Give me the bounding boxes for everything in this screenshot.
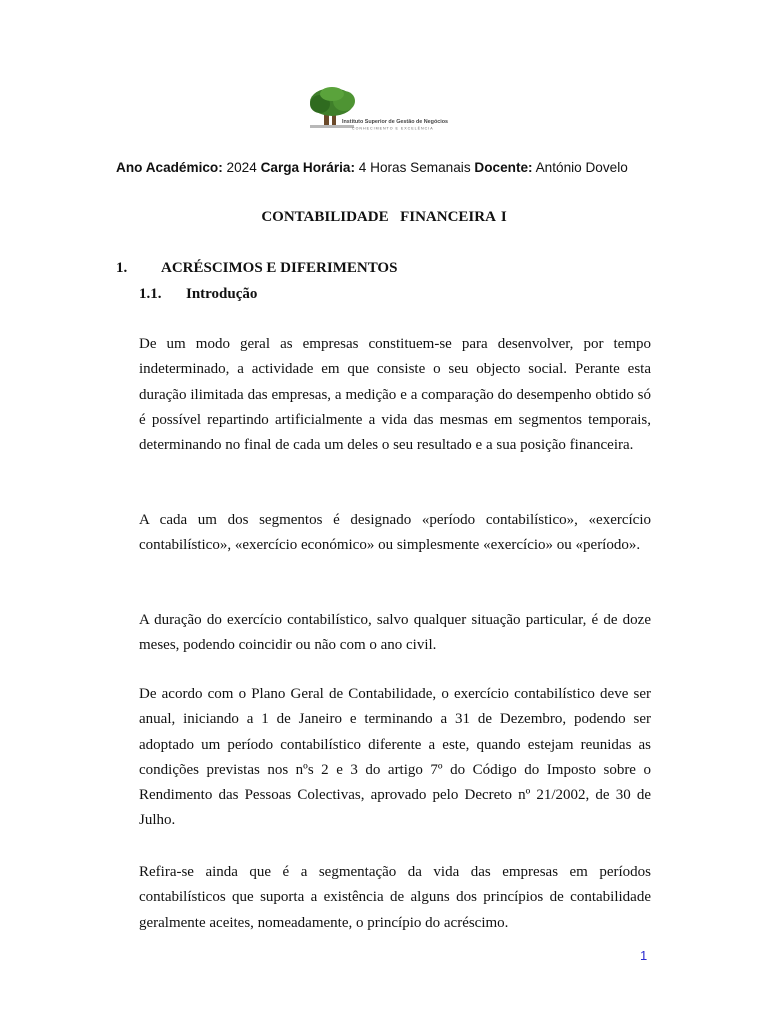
ano-label: Ano Académico: <box>116 160 223 175</box>
ano-value: 2024 <box>226 160 257 175</box>
section-number: 1. <box>116 260 128 276</box>
institution-logo <box>306 84 466 132</box>
carga-value: 4 Horas Semanais <box>358 160 471 175</box>
subsection-heading <box>139 286 257 303</box>
course-info-line <box>116 160 656 175</box>
logo-text: Instituto Superior de Gestão de Negócios <box>342 119 449 125</box>
tree-logo-icon <box>306 84 466 132</box>
paragraph-3: A duração do exercício contabilístico, salvo qualquer situação particular, é de doze meses, podendo coincidir ou não com o ano civil. <box>139 612 651 654</box>
section-title: ACRÉSCIMOS E DIFERIMENTOS <box>161 260 398 276</box>
page-number: 1 <box>640 948 648 963</box>
paragraph-1: De um modo geral as empresas constituem-se para desenvolver, por tempo indeterminado, a actividade em que consiste o seu objecto social. Perante esta duração ilimitada das empresas, a medição e a comparação do desempenho obtido só é possível repartindo artificialmente a vida das mesmas em segmentos temporais, determinando no final de cada um deles o seu resultado e a sua posição financeira. <box>139 336 651 454</box>
docente-label: Docente: <box>474 160 533 175</box>
subsection-title: Introdução <box>186 286 258 302</box>
paragraph-2: A cada um dos segmentos é designado «período contabilístico», «exercício contabilístico», «exercício económico» ou simplesmente «exercício» ou «período». <box>139 512 651 554</box>
logo-subtext: CONHECIMENTO E EXCELÊNCIA <box>352 126 434 131</box>
paragraph-5: Refira-se ainda que é a segmentação da vida das empresas em períodos contabilísticos que suporta a existência de alguns dos princípios de contabilidade geralmente aceites, nomeadamente, o princípio do acréscimo. <box>139 864 651 931</box>
subsection-number: 1.1. <box>139 286 162 302</box>
docente-value: António Dovelo <box>535 160 628 175</box>
section-heading <box>116 260 397 277</box>
document-title <box>0 209 768 226</box>
carga-label: Carga Horária: <box>260 160 356 175</box>
paragraph-4: De acordo com o Plano Geral de Contabilidade, o exercício contabilístico deve ser anual, iniciando a 1 de Janeiro e terminando a 31 de Dezembro, podendo ser adoptado um período contabilístico diferente a este, quando estejam reunidas as condições previstas nos nºs 2 e 3 do artigo 7º do Código do Imposto sobre o Rendimento das Pessoas Colectivas, aprovado pelo Decreto nº 21/2002, de 30 de Julho. <box>139 686 651 829</box>
document-title-text: CONTABILIDADE FINANCEIRA I <box>261 209 507 225</box>
